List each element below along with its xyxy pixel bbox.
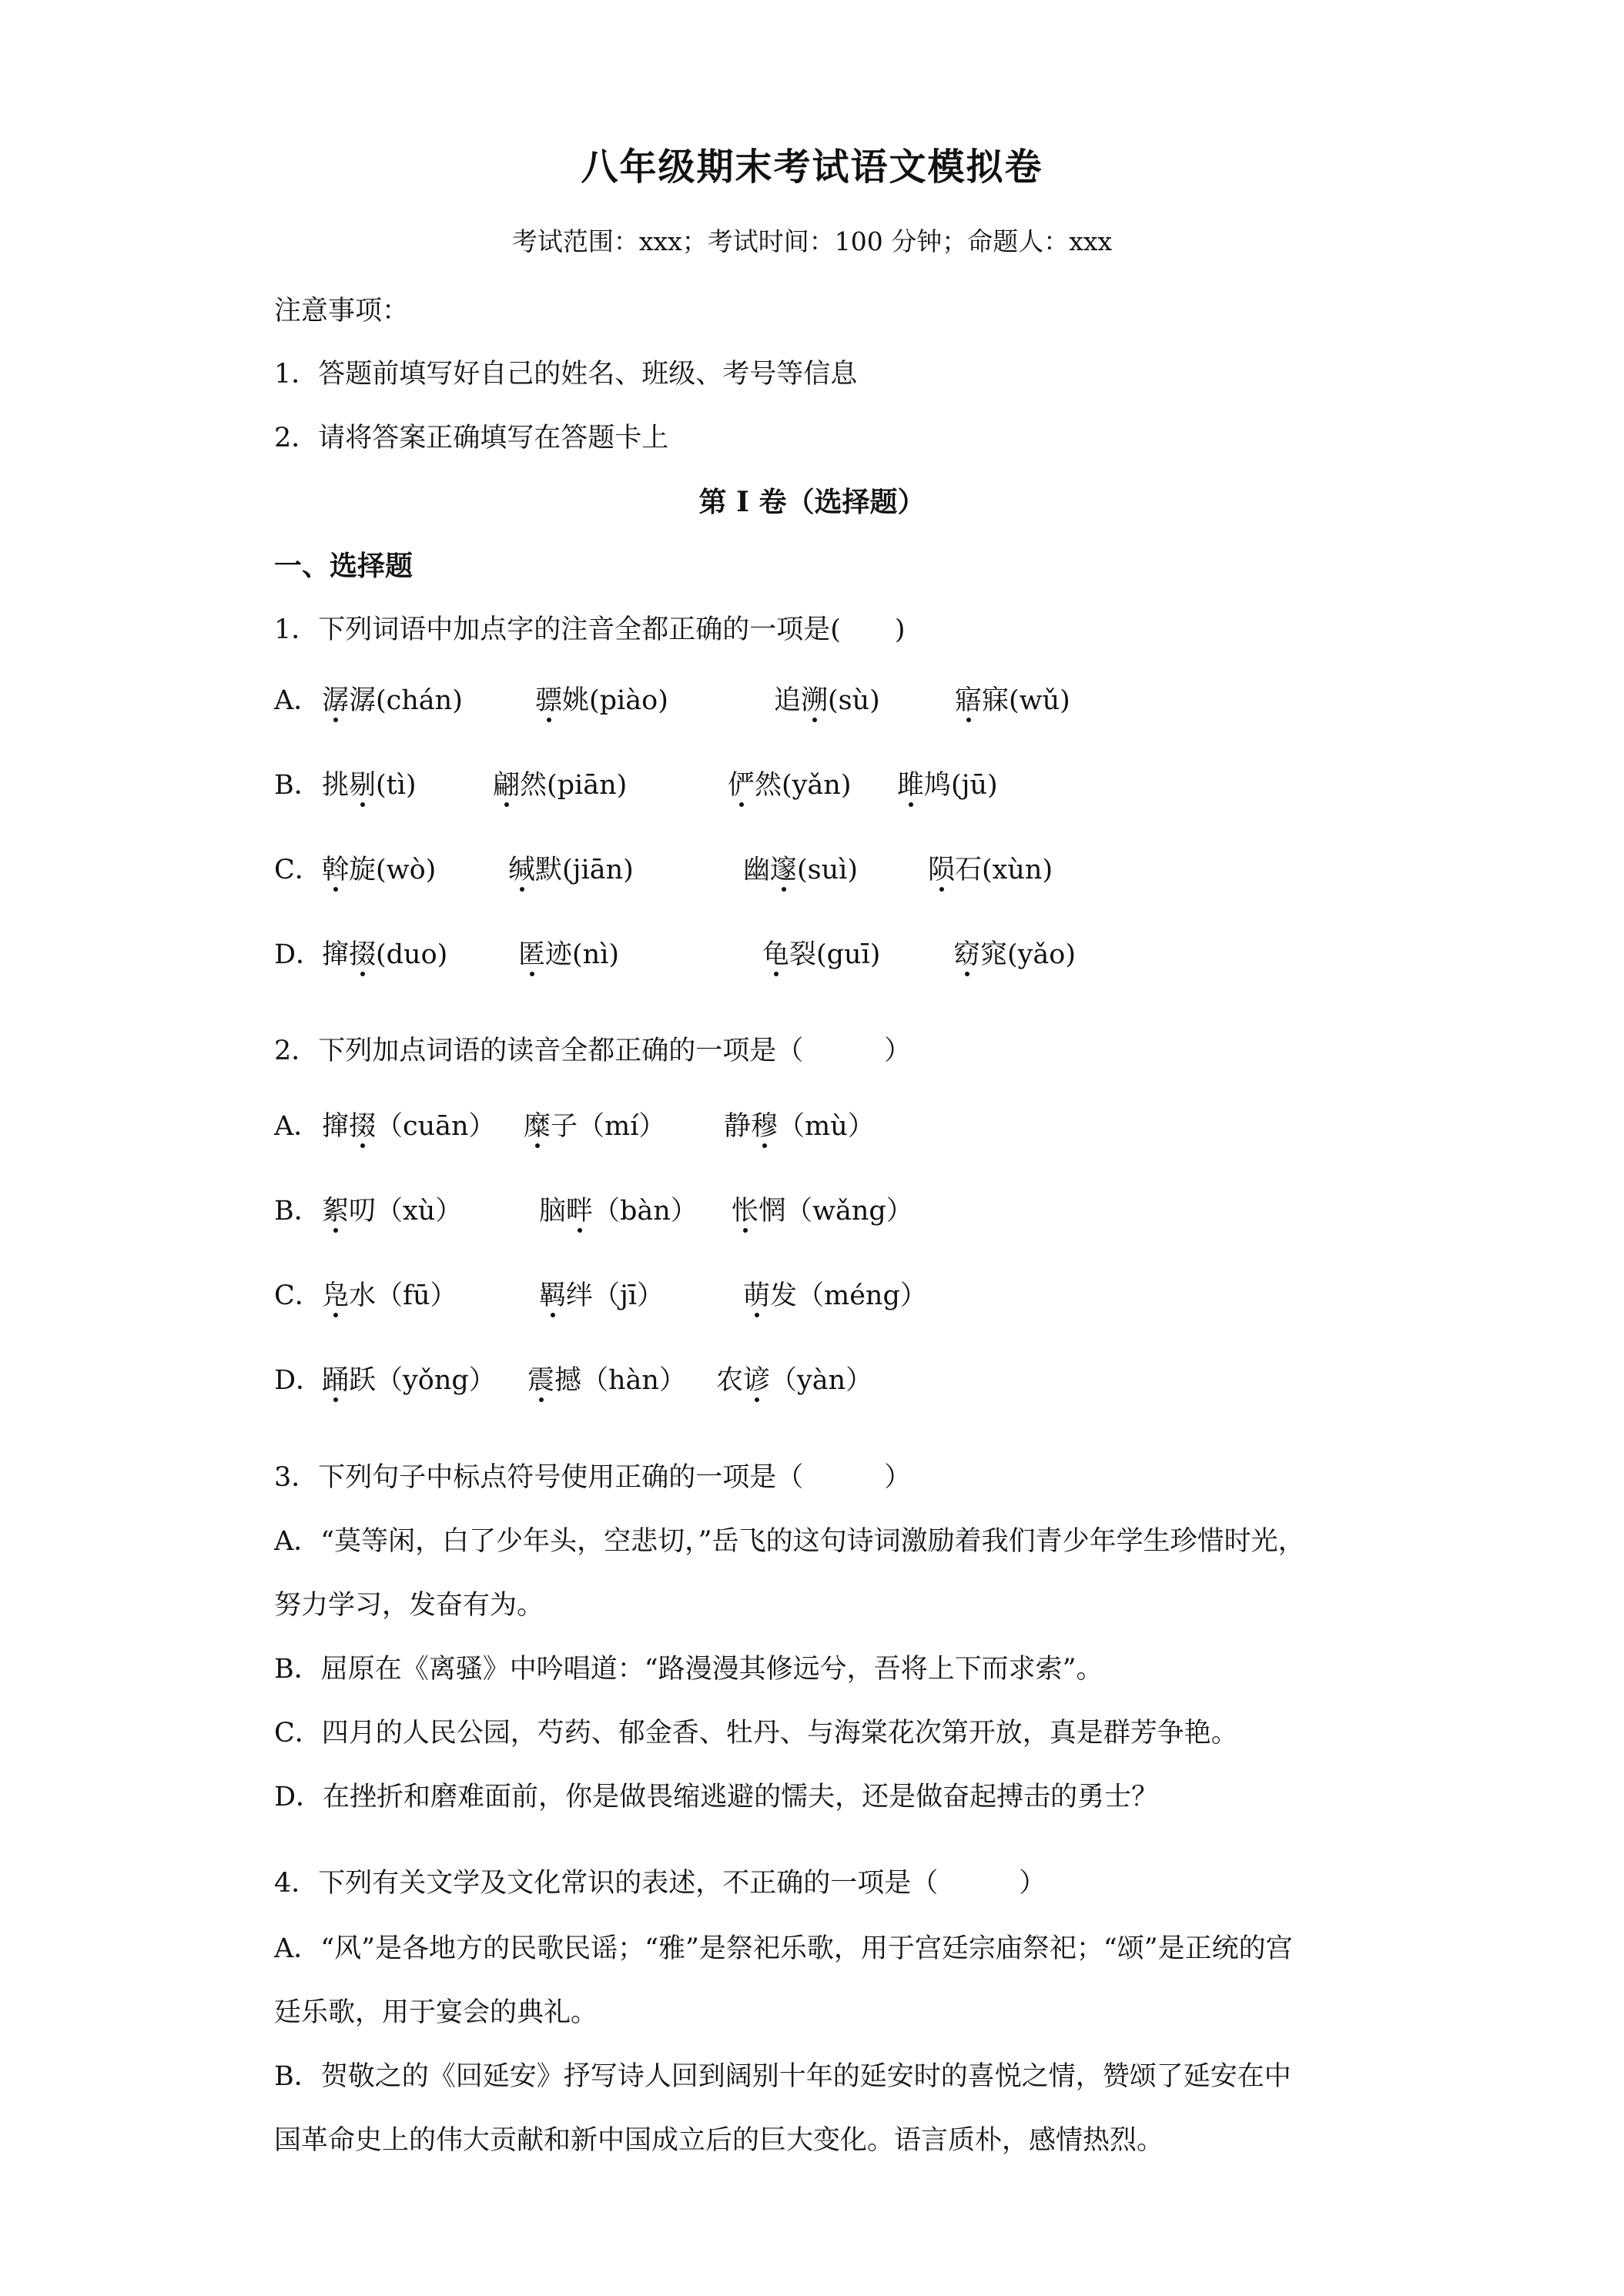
option-word: 撺掇(duo) [322,939,448,970]
emphasis-dot [333,1313,338,1317]
emphasis-dot [966,718,971,722]
emphasis-dot [360,802,365,807]
emphasis-dot [504,802,509,807]
option-word: 斡旋(wò) [322,855,437,885]
option-word: 脑畔（bàn） [539,1196,698,1227]
option-label: B． [274,770,321,801]
option-label: B． [274,1196,321,1227]
emphasis-dot [360,1143,365,1148]
question-4-stem: 4．下列有关文学及文化常识的表述，不正确的一项是（ ） [274,1868,1046,1899]
question-1-stem: 1．下列词语中加点字的注音全都正确的一项是( ) [274,614,906,645]
notes-heading: 注意事项： [274,296,410,326]
option-word: 怅惘（wǎng） [732,1196,913,1227]
question-3-line: B．屈原在《离骚》中吟唱道：“路漫漫其修远兮，吾将上下而求索”。 [274,1654,1103,1685]
volume-title: 第 I 卷（选择题） [698,486,926,518]
question-4-line: 国革命史上的伟大贡献和新中国成立后的巨大变化。语言质朴，感情热烈。 [274,2125,1164,2156]
option-word: 雎鸠(jū) [897,770,998,801]
option-label: C． [274,1280,322,1311]
option-word: 撺掇（cuān） [322,1111,496,1142]
option-word: 糜子（mí） [524,1111,666,1142]
question-4-line: A．“风”是各地方的民歌民谣；“雅”是祭祀乐歌，用于宫廷宗庙祭祀；“颂”是正统的宫 [274,1933,1293,1964]
emphasis-dot [755,1313,759,1317]
option-label: D． [274,939,323,970]
emphasis-dot [360,972,365,976]
emphasis-dot [551,1313,555,1317]
option-word: 农谚（yàn） [716,1365,873,1396]
option-word: 凫水（fū） [322,1280,457,1311]
option-label: C． [274,855,322,885]
emphasis-dot [762,1143,767,1148]
option-word: 羁绊（jī） [539,1280,665,1311]
emphasis-dot [547,718,551,722]
option-word: 踊跃（yǒng） [322,1365,496,1396]
emphasis-dot [535,1143,540,1148]
emphasis-dot [965,972,969,976]
question-4-line: B．贺敬之的《回延安》抒写诗人回到阔别十年的延安时的喜悦之情，赞颂了延安在中 [274,2061,1291,2092]
option-label: A． [274,1111,321,1142]
question-3-stem: 3．下列句子中标点符号使用正确的一项是（ ） [274,1462,912,1493]
option-word: 震撼（hàn） [527,1365,686,1396]
option-word: 匿迹(nì) [518,939,620,970]
section-title: 一、选择题 [274,550,414,582]
notes-item-2: 2．请将答案正确填写在答题卡上 [274,423,669,454]
option-word: 骠姚(piào) [535,685,668,716]
option-word: 追溯(sù) [774,685,880,716]
emphasis-dot [333,1228,338,1233]
emphasis-dot [530,972,534,976]
notes-item-1: 1．答题前填写好自己的姓名、班级、考号等信息 [274,359,858,390]
option-word: 俨然(yǎn) [728,770,852,801]
option-word: 窈窕(yǎo) [953,939,1077,970]
emphasis-dot [909,802,913,807]
option-word: 静穆（mù） [724,1111,875,1142]
option-label: D． [274,1365,323,1396]
emphasis-dot [812,718,817,722]
emphasis-dot [333,718,338,722]
option-word: 挑剔(tì) [322,770,417,801]
emphasis-dot [774,972,779,976]
option-word: 絮叨（xù） [322,1196,463,1227]
option-label: A． [274,685,321,716]
option-word: 缄默(jiān) [508,855,634,885]
exam-subtitle: 考试范围：xxx；考试时间：100 分钟；命题人：xxx [511,226,1113,256]
emphasis-dot [333,887,338,892]
question-3-line: 努力学习，发奋有为。 [274,1590,544,1621]
emphasis-dot [520,887,524,892]
option-word: 陨石(xùn) [928,855,1053,885]
emphasis-dot [939,887,944,892]
question-3-line: D．在挫折和磨难面前，你是做畏缩逃避的懦夫，还是做奋起搏击的勇士？ [274,1782,1159,1812]
question-2-stem: 2．下列加点词语的读音全都正确的一项是（ ） [274,1036,912,1066]
option-word: 幽邃(suì) [743,855,859,885]
option-word: 寤寐(wǔ) [955,685,1070,716]
emphasis-dot [539,1397,544,1402]
emphasis-dot [782,887,786,892]
emphasis-dot [578,1228,582,1233]
question-4-line: 廷乐歌，用于宴会的典礼。 [274,1997,598,2028]
emphasis-dot [333,1397,338,1402]
option-word: 潺潺(chán) [322,685,463,716]
exam-title: 八年级期末考试语文模拟卷 [581,146,1043,189]
option-word: 龟裂(guī) [762,939,881,970]
emphasis-dot [743,1228,748,1233]
option-word: 萌发（méng） [743,1280,927,1311]
emphasis-dot [755,1397,759,1402]
question-3-line: A．“莫等闲，白了少年头，空悲切，”岳飞的这句诗词激励着我们青少年学生珍惜时光， [274,1526,1305,1557]
question-3-line: C．四月的人民公园，芍药、郁金香、牡丹、与海棠花次第开放，真是群芳争艳。 [274,1718,1238,1749]
option-word: 翩然(piān) [493,770,628,801]
emphasis-dot [739,802,744,807]
